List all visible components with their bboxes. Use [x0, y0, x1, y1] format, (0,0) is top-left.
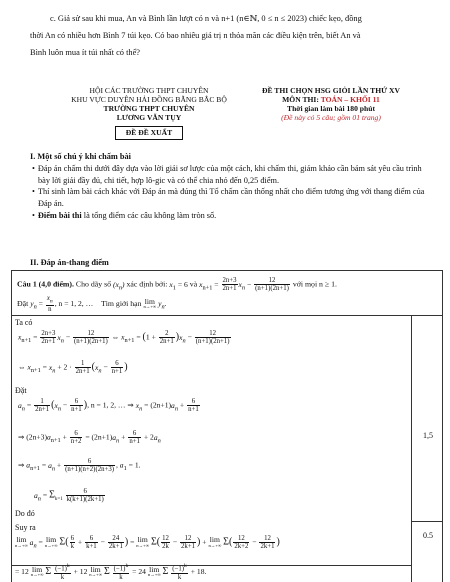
- school-association: HỘI CÁC TRƯỜNG THPT CHUYÊN: [89, 86, 209, 95]
- label-dat: Đặt: [15, 386, 27, 395]
- exam-info-block: [256, 86, 406, 122]
- label-do-do: Do đó: [15, 509, 35, 518]
- score-part-b: 0.5: [423, 531, 433, 540]
- formula-limit-1: lim n→+∞ $a_n = \lim$ n→+∞ Σ( $\frac{6}{k}$ + $\frac{6}{k+1}$ − $\frac{24}{2k+1}$ ) = lim n→+∞ Σ( $\frac{12}{2k}$ − $\frac{12}{2k+1}$ ) + lim n→+∞ Σ( $\frac{12}{2k+2}$ − $\frac{12}{2k+1}$ ): [15, 535, 280, 551]
- exam-duration: Thời gian làm bài 180 phút: [287, 104, 375, 114]
- section-title-answers: II. Đáp án-thang điểm: [30, 258, 109, 267]
- answer-table: [11, 270, 443, 582]
- proposal-badge: ĐỀ ĐỀ XUẤT: [115, 126, 183, 139]
- formula-step-2: ⇔ $x_{n+1} = x_n + 2$ · $\frac{1}{2n+1}$ ($x_n$ − $\frac{6}{n+1}$ ): [18, 360, 128, 376]
- school-type: TRƯỜNG THPT CHUYÊN: [103, 104, 195, 114]
- school-region: KHU VỰC DUYÊN HẢI ĐỒNG BẰNG BẮC BỘ: [71, 95, 227, 105]
- intro-line-2: thời An có nhiều hơn Bình 7 túi kẹo. Có bao nhiêu giá trị n thỏa mãn các điều kiện trên, biết An và: [30, 31, 361, 41]
- question-row: Câu 1 (4,0 điểm). Cho dãy số $(x_n)$ xác định bởi: $x_1 = 6$ và $x_{n+1}$ = $\frac{2n+3}{2n+1}$ $x_n$ − $\frac{12}{(n+1)(2n+1)}$ với mọi n ≥ 1. Đặt $y_n$ = $\frac{x_n}{n}$ , n = 1, 2, … Tìm giới hạn lim n→+∞ $y_n$.: [12, 271, 442, 316]
- note-item-3: • Điểm bài thi là tổng điểm các câu không làm tròn số.: [30, 210, 430, 222]
- formula-limit-2: = 12 lim n→+∞ Σ $\frac{(-1)^k}{k}$ + 12 lim n→+∞ Σ $\frac{(-1)^k}{k}$ = 24 lim n→+∞ Σ $\frac{(-1)^k}{k}$ + 18.: [15, 563, 207, 581]
- question-label: Câu 1 (4,0 điểm).: [17, 279, 74, 289]
- school-name: LƯƠNG VĂN TỤY: [116, 113, 182, 123]
- exam-note: (Đề này có 5 câu; gồm 01 trang): [281, 113, 381, 123]
- score-divider: [412, 521, 443, 522]
- grading-notes-section: [30, 151, 430, 222]
- note-item-2: • Thí sinh làm bài cách khác với Đáp án mà đúng thì Tổ chấm cần thống nhất cho điểm tương ứng với thang điểm của Đáp án.: [30, 186, 430, 210]
- question-find: Tìm giới hạn: [100, 298, 142, 308]
- exam-subject: MÔN THI: TOÁN – KHỐI 11: [282, 95, 380, 105]
- exam-title: ĐỀ THI CHỌN HSG GIỎI LẦN THỨ XV: [261, 86, 401, 95]
- question-define: Đặt: [17, 298, 29, 308]
- score-part-a: 1,5: [423, 431, 433, 440]
- formula-sum-a: $a_n = \Sigma_{k=1}$ $\frac{6}{k(k+1)(2k+1)}$: [34, 488, 104, 504]
- formula-step-4: ⇒ $a_{n+1} = a_n$ + $\frac{6}{(n+1)(n+2)(2n+3)}$ , $a_1 = 1$.: [18, 458, 141, 474]
- school-block: [60, 86, 238, 140]
- label-ta-co: Ta có: [15, 318, 33, 327]
- intro-paragraph: [30, 10, 432, 62]
- formula-step-3: ⇒ $(2n+3)a_{n+1}$ + $\frac{6}{n+2}$ = $(2n+1)a_n$ + $\frac{6}{n+1}$ + $2a_n$: [18, 430, 161, 446]
- solution-part-b: [12, 521, 412, 582]
- intro-line-1: c. Giả sử sau khi mua, An và Bình lần lượt có n và n+1 (n∈ℕ, 0 ≤ n ≤ 2023) chiếc kẹo, đồng: [50, 14, 362, 23]
- note-item-1: • Đáp án chấm thi dưới đây dựa vào lời giải sơ lược của một cách, khi chấm thi, giám khảo cần bám sát yêu cầu trình bày lời giải đầy đủ, chi tiết, hợp lô-gic và có thể chia nhỏ đến 0,25 điểm.: [30, 163, 430, 187]
- label-suy-ra: Suy ra: [15, 523, 36, 532]
- formula-recursion: $x_{n+1}$ = $\frac{2n+3}{2n+1}$ $x_n$ − $\frac{12}{(n+1)(2n+1)}$ ⇔ $x_{n+1} = (1$ + $\frac{2}{2n+1}$ )$x_n$ − $\frac{12}{(n+1)(2n+1)}$: [18, 330, 230, 346]
- formula-define-a: $a_n$ = $\frac{1}{2n+1}$ ($x_n$ − $\frac{6}{n+1}$ ), n = 1, 2, … ⇒ $x_n = (2n+1)a_n$ + $\frac{6}{n+1}$: [18, 398, 199, 414]
- notes-list: [30, 163, 430, 222]
- exam-header: [60, 86, 400, 146]
- section-title-notes: I. Một số chú ý khi chấm bài: [30, 152, 131, 161]
- intro-line-3: Bình luôn mua ít túi nhất có thể?: [30, 48, 141, 58]
